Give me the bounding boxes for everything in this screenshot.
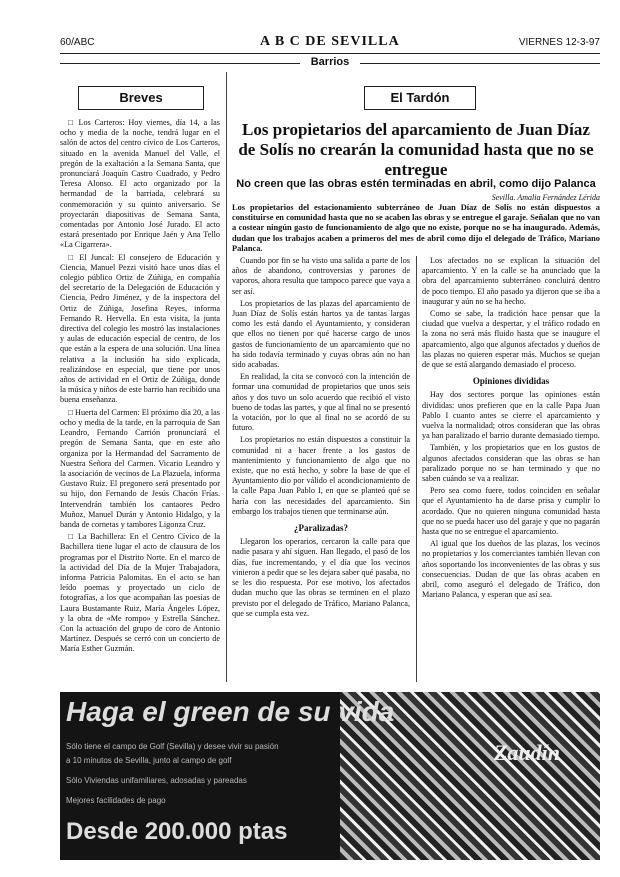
issue-date: VIERNES 12-3-97 — [518, 37, 600, 48]
article-paragraph: En realidad, la cita se convocó con la intención de formar una comunidad de propietarios que unos seis años y dos tuvo un solo acuerdo que recibió el visto bueno de todas las partes, y que al final no se presentó la votación, por lo que al final no se acordó de su futuro. — [232, 372, 410, 433]
ad-price: Desde 200.000 ptas — [66, 818, 288, 845]
page-number: 60/ABC — [60, 37, 95, 48]
article-paragraph: También, y los propietarios que en los gustos de algunos afectados consideran que las obras se han paralizado porque no se han terminado y que no saben cuándo se va a realizar. — [422, 443, 600, 484]
brief-la-bachillera: □ La Bachillera: En el Centro Cívico de la Bachillera tiene lugar el acto de clausura de los programas por el Distrito Norte. En el marco de la actividad del Día de la Mujer Trabajadora, informa Patricia Palomitas. En el acto se han leído poemas y proyectado un ciclo de fotografías, a los que acompañan las poesías de Laura Bustamante Ruiz, María Ángeles López, y la obra de «Me rompo» y Estrella Sánchez. Con la actuación del grupo de coro de Antonio Martínez. Después se cerró con un concierto de María Esther Guzmán. — [60, 532, 220, 654]
breves-label: Breves — [78, 86, 204, 110]
ad-line: Sólo tiene el campo de Golf (Sevilla) y desee vivir su pasión — [66, 742, 279, 751]
brief-los-carteros: □ Los Carteros: Hoy viernes, día 14, a las ocho y media de la noche, tendrá lugar en el salón de actos del centro cívico de Los Carteros, situado en la avenida Manuel del Valle, el pregón de la exaltación a la Semana Santa, que pronunciará Joaquín Castro Cuadrado, y Pedro Teresa Alonso. El acto organizado por la hermandad de la barriada, celebrará su conmemoración y su quinto aniversario. Se proyectarán diapositivas de Semana Santa, comentadas por Antonio José Jurado. El acto estará presentado por Enrique Jaén y Ana Tello «La Cigarrera». — [60, 118, 220, 250]
article-paragraph: Los propietarios no están dispuestos a constituir la comunidad ni a hacer frente a los gastos de mantenimiento y funcionamiento de algo que no existe, que no está hecho, y sobre la base de que el Ayuntamiento dio por válido el acondicionamiento de la calle Papa Juan Pablo I, en que se planteó qué se haría con las necesidades del aparcamiento. Sin embargo los trabajos tienen que terminarse aún. — [232, 435, 410, 516]
article-paragraph: Llegaron los operarios, cercaron la calle para que nadie pasara y ahí siguen. Han llegado, el pasó de los días, fue incrementando, y el día que los vecinos vinieron a pedir que se les dejara saber qué pasaba, no se les dio respuesta. Por ese motivo, los afectados dudan mucho que las obras se terminen en el plazo previsto por el delegado de Tráfico, Mariano Palanca, que se cumpla esta vez. — [232, 537, 410, 618]
ad-line: Sólo Viviendas unifamiliares, adosadas y pareadas — [66, 776, 247, 785]
ad-line: a 10 minutos de Sevilla, junto al campo de golf — [66, 756, 232, 765]
article-paragraph: Hay dos sectores porque las opiniones están divididas: unos prefieren que en la calle Papa Juan Pablo I cuanto antes se cierre el aparcamiento y vuelva la normalidad; otros consideran que las obras ya han paralizado el barrio durante demasiado tiempo. — [422, 390, 600, 441]
brief-el-juncal: □ El Juncal: El consejero de Educación y Ciencia, Manuel Pezzi visitó hace unos días el colegio público Ortiz de Zúñiga, en compañía del secretario de la Delegación de Educación y Ciencia, Pedro Jiménez, y de la inspectora del Ortiz de Zúñiga, Josefina Reyes, informa Fernando R. Hervella. En esta visita, la junta directiva del colegio les mostró las instalaciones y aulas de educación especial de centro, de los que están a la espera de una solución. Una línea relativa a la inclusión ha sido explicada, realizándose en especial, que tiene por unos años de actividad en el Ortiz de Zúñiga, donde la música y niños de este barrio han recibido una buena enseñanza. — [60, 252, 220, 405]
breves-body — [60, 118, 220, 684]
section-name: Barrios — [300, 56, 360, 68]
masthead: A B C DE SEVILLA — [260, 34, 400, 49]
advertisement — [60, 692, 600, 860]
article-paragraph: Los propietarios de las plazas del aparcamiento de Juan Díaz de Solís están hartos ya de tantas largas como les está dando el Ayuntamiento, y consideran que ellos no tienen por qué hacerse cargo de unos gastos de funcionamiento de un aparcamiento que no ha sido todavía terminado y cuyas obras aún no han sido acabadas. — [232, 298, 410, 370]
ad-line: Mejores facilidades de pago — [66, 796, 166, 805]
subheading-opiniones: Opiniones divididas — [472, 376, 550, 387]
article-paragraph: Cuando por fin se ha visto una salida a parte de los años de abandono, controversias y parones de vaporos, ahora resulta que tampoco parece que vaya a ser así. — [232, 256, 410, 296]
article-headline: Los propietarios del aparcamiento de Juan Díaz de Solís no crearán la comunidad hasta que no se entregue — [238, 120, 594, 179]
article-paragraph: Pero sea como fuere, todos coinciden en señalar que el Ayuntamiento ha de darse prisa y cumplir lo acordado. Que no quieren ninguna comunidad hasta que no se pueda hacer uso del garaje y que no pagarán hasta que no se entregue el aparcamiento. — [422, 486, 600, 537]
brief-huerta-del-carmen: □ Huerta del Carmen: El próximo día 20, a las ocho y media de la tarde, en la parroquia de San Leandro, Fernando Carrión pronunciará el pregón de Semana Santa, que en este año organiza por la Hermandad del Sacramento de Nuestra Señora del Carmen. Vicario Leandro y la asociación de vecinos de La Plazuela, informa Gustavo Ruiz. El pregonero será presentado por su hijo, don Fernando de Jesús Chacón Frías. Intervendrán también los cantaores Pedro Muñoz, Manuel Durán y Antonio Hidalgo, y la banda de cornetas y tambores Ligonza Cruz. — [60, 407, 220, 529]
article-byline: Sevilla. Amalia Fernández Lérida — [491, 193, 600, 202]
article-paragraph: Los afectados no se explican la situación del aparcamiento. Y en la calle se ha anunciado que la obra del aparcamiento subterráneo concluirá dentro de poco tiempo. El año pasado ya dijeron que se iba a inaugurar y aún no se ha hecho. — [422, 256, 600, 306]
article-column-2 — [422, 256, 600, 682]
article-paragraph: Al igual que los dueños de las plazas, los vecinos no propietarios y los comerciantes también llevan con años soportando los inconvenientes de las obras y sus consecuencias. Dudan de que las obras acaben en abril, como aseguró el delegado de Tráfico, don Mariano Palanca, y esperan que así sea. — [422, 539, 600, 600]
subheading-paralizadas: ¿Paralizadas? — [294, 523, 348, 534]
page-header — [60, 34, 600, 52]
column-divider — [226, 72, 227, 682]
article-paragraph: Como se sabe, la tradición hace pensar que la ciudad que vuelva a despertar, y el tráfico rodado en la zona no será más fluido hasta que se inaugure el aparcamiento, algo que algunos afectados y dueños de las plazas no quieren esperar más. Muchos se quejan de que se está alargando demasiado el proceso. — [422, 309, 600, 370]
article-subheadline: No creen que las obras estén terminadas en abril, como dijo Palanca — [236, 178, 596, 190]
article-lead: Los propietarios del estacionamiento subterráneo de Juan Díaz de Solís no están dispuestos a constituirse en comunidad hasta que no se acaben las obras y se entregue el garaje. Señalan que no van a costear ningún gasto de funcionamiento de algo que no existe, porque no se ha inaugurado. Además, dudan que los trabajos acaben a primeros del mes de abril como dijo el delegado de Tráfico, Mariano Palanca. — [232, 203, 600, 253]
article-section-label: El Tardón — [364, 86, 476, 110]
ad-headline: Haga el green de su vida — [66, 696, 395, 727]
article-column-1 — [232, 256, 410, 682]
ad-logo: Zaudín — [493, 740, 560, 765]
header-rule — [60, 53, 600, 54]
column-divider — [416, 256, 417, 682]
